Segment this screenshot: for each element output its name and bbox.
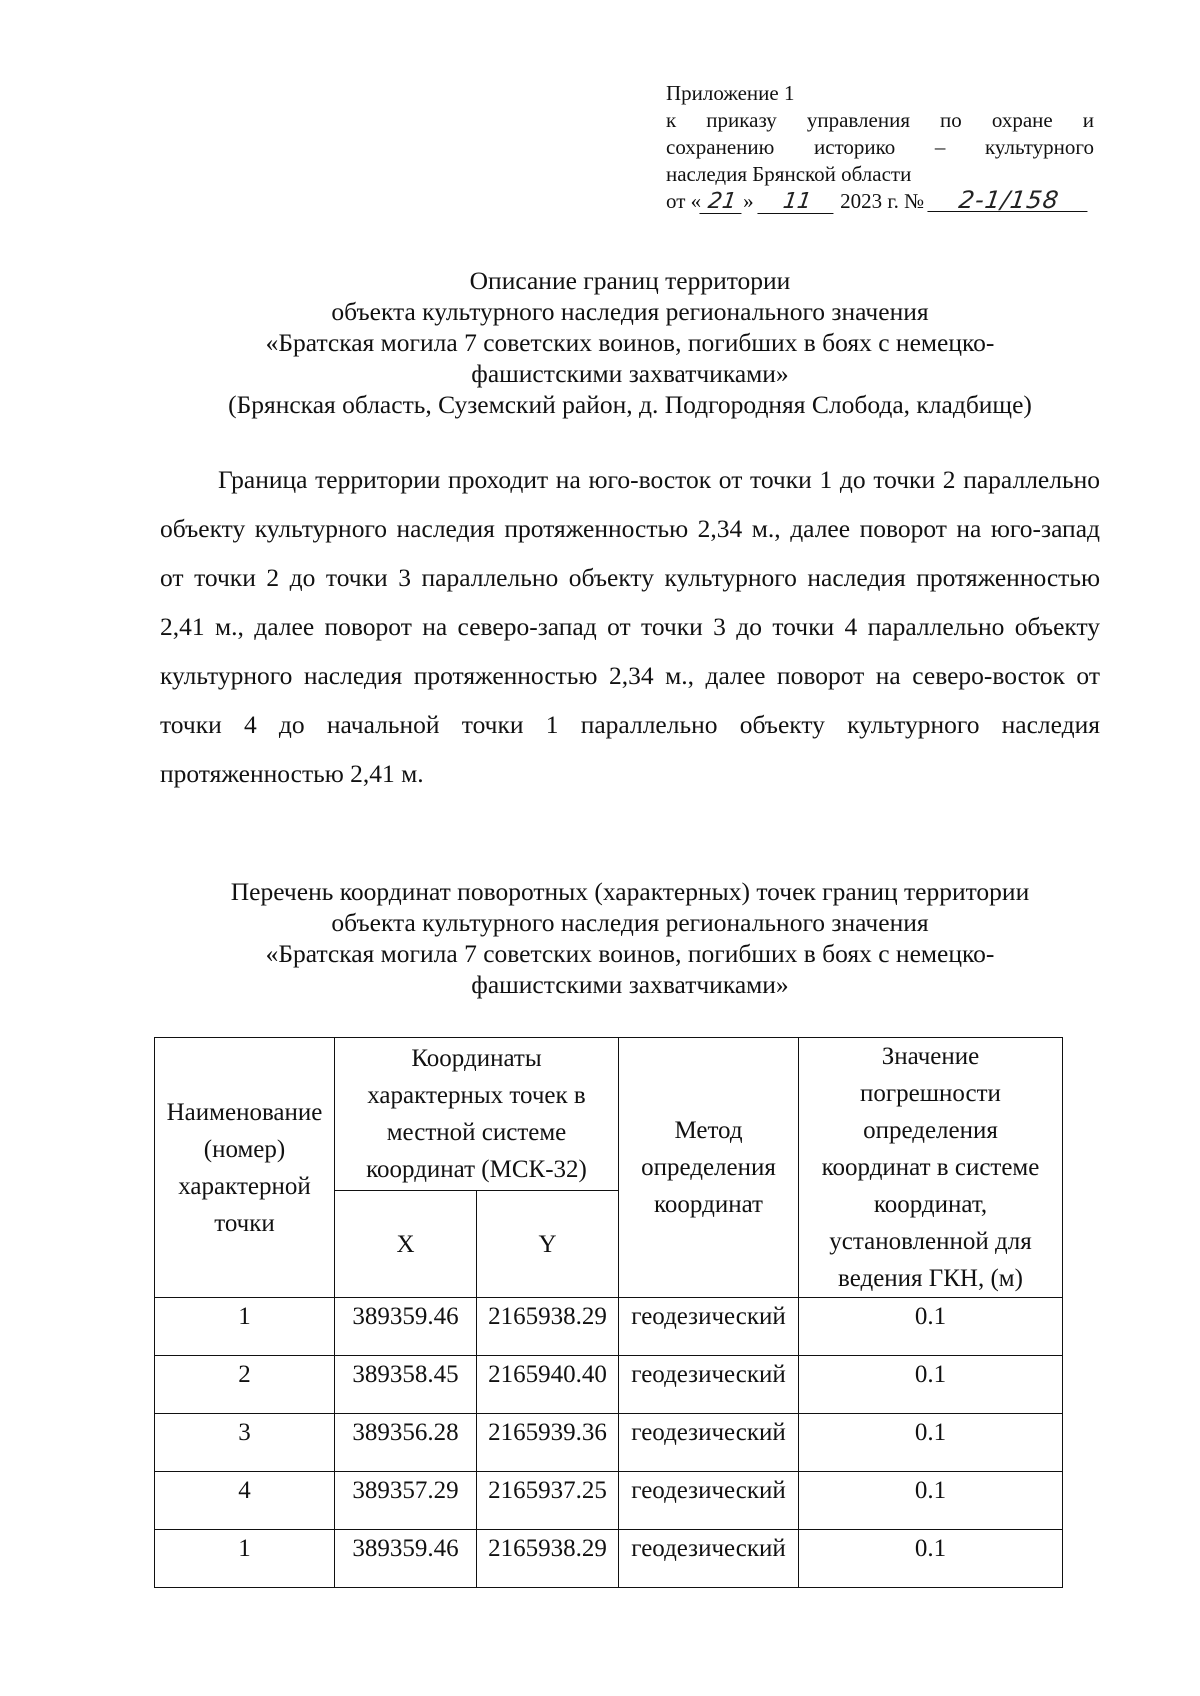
cell-y: 2165938.29 [477,1530,619,1588]
table-header-row-1 [155,1038,1063,1191]
header-coordinates-line: Координаты [411,1045,542,1073]
title-line-5: (Брянская область, Суземский район, д. Подгородняя Слобода, кладбище) [228,390,1032,419]
cell-point: 2 [155,1356,335,1414]
cell-error: 0.1 [799,1472,1063,1530]
cell-y: 2165938.29 [477,1298,619,1356]
cell-y: 2165937.25 [477,1472,619,1530]
title-line-4: фашистскими захватчиками» [471,359,789,388]
order-day-handwritten: 21 [700,191,745,214]
table-row [155,1472,1063,1530]
header-error-value [799,1038,1063,1298]
coordinates-list-title [120,876,1140,1000]
header-error-line: координат в системе [821,1154,1040,1181]
header-method [619,1038,799,1298]
cell-x: 389359.46 [335,1298,477,1356]
cell-point: 4 [155,1472,335,1530]
order-month-handwritten: 11 [757,191,836,214]
header-method-line: определения [641,1154,776,1181]
cell-x: 389359.46 [335,1530,477,1588]
table-row [155,1298,1063,1356]
header-coordinates [335,1038,619,1191]
list-title-line-1: Перечень координат поворотных (характерных) точек границ территории [230,877,1030,906]
cell-point: 3 [155,1414,335,1472]
header-point-name-line: (номер) [203,1135,286,1163]
cell-x: 389358.45 [335,1356,477,1414]
header-point-name-line: характерной [178,1172,311,1200]
header-error-line: определения [863,1117,998,1144]
boundary-description-text: Граница территории проходит на юго-восток от точки 1 до точки 2 параллельно объекту культурного наследия протяженностью 2,34 м., далее поворот на юго-запад от точки 2 до точки 3 параллельно объекту культурного наследия протяженностью 2,41 м., далее поворот на северо-запад от точки 3 до точки 4 параллельно объекту культурного наследия протяженностью 2,34 м., далее поворот на северо-восток от точки 4 до начальной точки 1 параллельно объекту культурного наследия протяженностью 2,41 м. [160,465,1100,788]
list-title-line-3: «Братская могила 7 советских воинов, погибших в боях с немецко- [265,939,995,968]
cell-method: геодезический [619,1530,799,1588]
appendix-line-2: к приказу управления по охране и [666,108,1094,132]
cell-method: геодезический [619,1414,799,1472]
table-row [155,1356,1063,1414]
cell-error: 0.1 [799,1356,1063,1414]
cell-method: геодезический [619,1356,799,1414]
cell-error: 0.1 [799,1530,1063,1588]
header-error-line: установленной для [829,1228,1032,1255]
header-error-line: ведения ГКН, (м) [838,1265,1023,1292]
order-number-handwritten: 2-1/158 [928,189,1091,212]
order-mid: » [743,189,754,213]
cell-y: 2165940.40 [477,1356,619,1414]
cell-y: 2165939.36 [477,1414,619,1472]
appendix-header [666,80,1094,215]
header-coordinates-line: местной системе [386,1119,567,1147]
cell-x: 389356.28 [335,1414,477,1472]
order-prefix: от « [666,189,702,213]
header-error-line: погрешности [860,1080,1001,1107]
header-y: Y [477,1191,619,1298]
cell-error: 0.1 [799,1414,1063,1472]
header-method-line: Метод [674,1117,743,1144]
appendix-line-1: Приложение 1 [666,81,795,105]
boundary-description [160,455,1100,798]
cell-error: 0.1 [799,1298,1063,1356]
header-x: X [335,1191,477,1298]
table-row [155,1414,1063,1472]
header-coordinates-line: координат (МСК-32) [366,1156,587,1184]
table-row [155,1530,1063,1588]
title-line-2: объекта культурного наследия регионального значения [331,297,929,326]
list-title-line-2: объекта культурного наследия регионального значения [331,908,929,937]
cell-x: 389357.29 [335,1472,477,1530]
coordinates-table [154,1037,1063,1588]
cell-point: 1 [155,1298,335,1356]
document-title [120,265,1140,420]
header-point-name-line: Наименование [166,1098,323,1126]
header-error-line: координат, [873,1191,988,1218]
header-point-name [155,1038,335,1298]
header-coordinates-line: характерных точек в [367,1082,586,1110]
cell-method: геодезический [619,1472,799,1530]
header-point-name-line: точки [214,1209,275,1237]
header-error-line: Значение [881,1043,980,1070]
cell-method: геодезический [619,1298,799,1356]
appendix-line-4: наследия Брянской области [666,162,912,186]
list-title-line-4: фашистскими захватчиками» [471,970,789,999]
header-method-line: координат [654,1191,763,1218]
title-line-1: Описание границ территории [469,266,791,295]
cell-point: 1 [155,1530,335,1588]
order-year: 2023 г. № [840,189,925,213]
title-line-3: «Братская могила 7 советских воинов, погибших в боях с немецко- [265,328,995,357]
order-date-number-line [666,188,1094,215]
appendix-line-3: сохранению историко – культурного [666,135,1094,159]
